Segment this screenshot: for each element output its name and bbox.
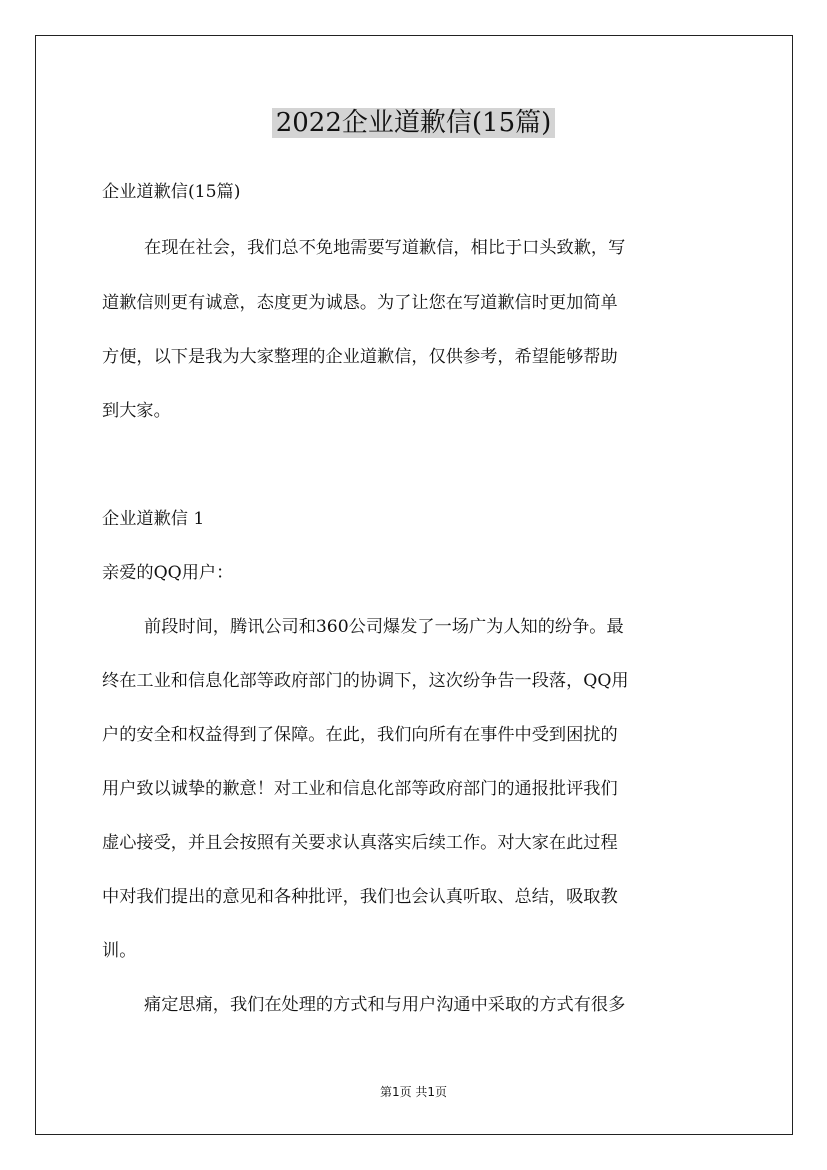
body-line: 前段时间，腾讯公司和360公司爆发了一场广为人知的纷争。最 [144,617,624,637]
salutation: 亲爱的QQ用户： [102,563,234,583]
body-line: 户的安全和权益得到了保障。在此，我们向所有在事件中受到困扰的 [102,725,618,745]
intro-line: 到大家。 [102,401,171,421]
body-line: 中对我们提出的意见和各种批评，我们也会认真听取、总结，吸取教 [102,887,618,907]
section-heading: 企业道歉信 1 [102,509,205,529]
body-line: 用户致以诚挚的歉意！对工业和信息化部等政府部门的通报批评我们 [102,779,618,799]
body-line: 痛定思痛，我们在处理的方式和与用户沟通中采取的方式有很多 [144,995,626,1015]
subtitle: 企业道歉信(15篇) [102,182,241,202]
body-line: 训。 [102,941,137,961]
body-line: 终在工业和信息化部等政府部门的协调下，这次纷争告一段落，QQ用 [102,671,629,691]
body-line: 虚心接受，并且会按照有关要求认真落实后续工作。对大家在此过程 [102,833,618,853]
intro-line: 方便，以下是我为大家整理的企业道歉信，仅供参考，希望能够帮助 [102,347,618,367]
intro-line: 道歉信则更有诚意，态度更为诚恳。为了让您在写道歉信时更加简单 [102,293,618,313]
page-footer: 第1页 共1页 [379,1085,448,1099]
document-title: 2022企业道歉信(15篇) [0,103,827,143]
intro-line: 在现在社会，我们总不免地需要写道歉信，相比于口头致歉，写 [144,238,626,258]
